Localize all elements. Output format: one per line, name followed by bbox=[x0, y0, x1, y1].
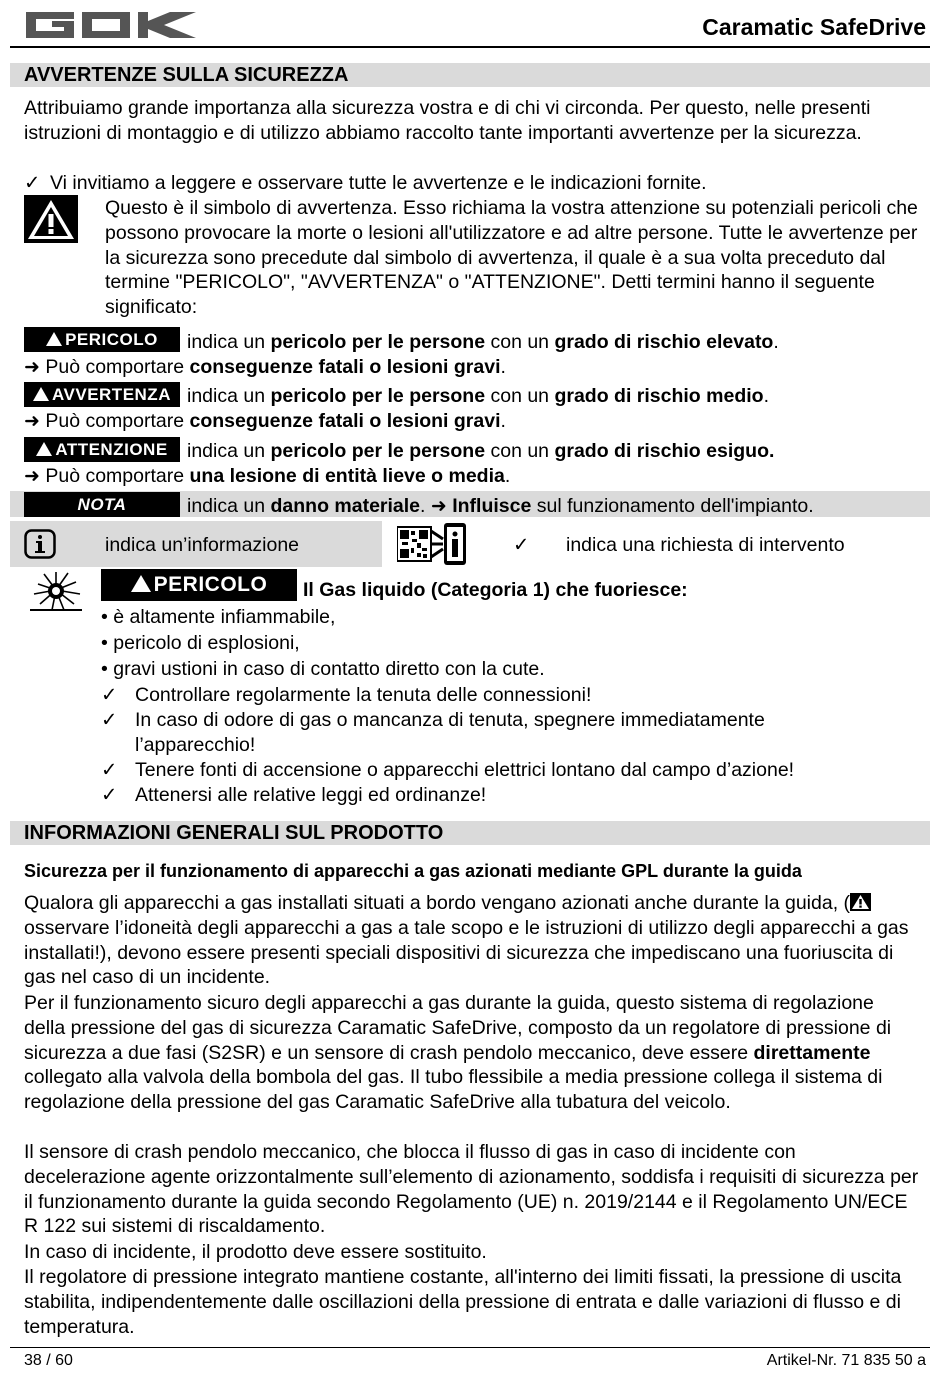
check-item: ✓ Tenere fonti di accensione o apparecchi elettrici lontano dal campo d’azione! bbox=[101, 759, 795, 781]
qr-info-icon bbox=[397, 521, 469, 567]
check-item: ✓ In caso di odore di gas o mancanza di tenuta, spegnere immediatamente l’apparecchio! bbox=[101, 709, 765, 756]
badge-pericolo: PERICOLO bbox=[24, 327, 180, 352]
info-icon bbox=[24, 529, 56, 559]
section-heading-product: INFORMAZIONI GENERALI SUL PRODOTTO bbox=[10, 821, 930, 845]
page-footer bbox=[10, 1347, 930, 1369]
page-number: 38 / 60 bbox=[24, 1352, 73, 1369]
legend-info-text: indica un’informazione bbox=[105, 534, 300, 556]
page-header bbox=[10, 6, 930, 48]
level-avvertenza-desc: indica un pericolo per le persone con un grado di rischio medio. bbox=[187, 385, 769, 407]
check-item: ✓ Attenersi alle relative leggi ed ordinanze! bbox=[101, 784, 487, 806]
warning-triangle-icon bbox=[850, 893, 871, 911]
product-paragraph-1: Qualora gli apparecchi a gas installati situati a bordo vengano azionati anche durante la guida, ( osservare l’idoneità degli apparecchi a gas a tale scopo e le istruzioni di utilizzo degli apparecchi a gas installati!), devono essere presenti speciali dispositivi di sicurezza che impediscano una fuoriuscita di gas nel caso di un incidente. bbox=[24, 892, 909, 989]
check-icon: ✓ bbox=[24, 172, 41, 194]
gas-warning-title: Il Gas liquido (Categoria 1) che fuoriesce: bbox=[303, 579, 688, 601]
arrow-right-icon: ➜ bbox=[430, 496, 447, 517]
product-paragraph-4: In caso di incidente, il prodotto deve essere sostituito. bbox=[24, 1241, 487, 1263]
nota-desc: indica un danno materiale. ➜ Influisce sul funzionamento dell'impianto. bbox=[187, 495, 814, 517]
list-item: • è altamente infiammabile, bbox=[101, 606, 336, 628]
gok-logo bbox=[24, 8, 200, 42]
arrow-right-icon: ➜ bbox=[24, 466, 40, 487]
check-icon: ✓ bbox=[101, 784, 118, 806]
warning-triangle-icon bbox=[24, 195, 78, 243]
level-pericolo-desc: indica un pericolo per le persone con un grado di rischio elevato. bbox=[187, 331, 779, 353]
check-icon: ✓ bbox=[101, 709, 118, 731]
badge-pericolo-gas: PERICOLO bbox=[101, 569, 297, 601]
check-icon: ✓ bbox=[101, 759, 118, 781]
arrow-right-icon: ➜ bbox=[24, 411, 40, 432]
arrow-right-icon: ➜ bbox=[24, 357, 40, 378]
level-avvertenza-consequence: ➜ Può comportare conseguenze fatali o lesioni gravi. bbox=[24, 410, 506, 432]
document-title: Caramatic SafeDrive bbox=[702, 14, 926, 40]
check-icon: ✓ bbox=[101, 684, 118, 706]
level-pericolo-consequence: ➜ Può comportare conseguenze fatali o lesioni gravi. bbox=[24, 356, 506, 378]
warning-symbol-description: Questo è il simbolo di avvertenza. Esso richiama la vostra attenzione su potenziali pericoli che possono provocare la morte o lesioni all'utilizzatore e ad altre persone. Tutte le avvertenze per la sicurezza sono precedute dal simbolo di avvertenza, il quale è a sua volta preceduto dal termine "PERICOLO", "AVVERTENZA" o "ATTENZIONE". Detti termini hanno il seguente significato: bbox=[105, 197, 918, 319]
check-item: ✓ Controllare regolarmente la tenuta delle connessioni! bbox=[101, 684, 592, 706]
product-paragraph-3: Il sensore di crash pendolo meccanico, che blocca il flusso di gas in caso di incidente con decelerazione agente orizzontalmente sull’elemento di azionamento, soddisfa i requisiti di sicurezza per il funzionamento durante la guida secondo Regolamento (UE) n. 2019/2144 e il Regolamento UN/ECE R 122 sui sistemi di riscaldamento. bbox=[24, 1141, 919, 1238]
check-icon: ✓ bbox=[513, 534, 530, 556]
article-number: Artikel-Nr. 71 835 50 a bbox=[766, 1352, 926, 1369]
level-attenzione-desc: indica un pericolo per le persone con un grado di rischio esiguo. bbox=[187, 440, 775, 462]
safety-intro: Attribuiamo grande importanza alla sicurezza vostra e di chi vi circonda. Per questo, nelle presenti istruzioni di montaggio e di utilizzo abbiamo raccolto tante importanti avvertenze per la sicurezza. bbox=[24, 97, 871, 144]
legend-action-text: indica una richiesta di intervento bbox=[566, 534, 845, 556]
product-subheading: Sicurezza per il funzionamento di apparecchi a gas azionati mediante GPL durante la guida bbox=[24, 861, 802, 881]
section-heading-safety: AVVERTENZE SULLA SICUREZZA bbox=[10, 63, 930, 87]
gas-explosion-icon bbox=[24, 570, 88, 614]
read-instructions: ✓ Vi invitiamo a leggere e osservare tutte le avvertenze e le indicazioni fornite. bbox=[24, 172, 707, 194]
badge-avvertenza: AVVERTENZA bbox=[24, 382, 180, 407]
product-paragraph-5: Il regolatore di pressione integrato mantiene costante, all'interno dei limiti fissati, la pressione di uscita stabilita, indipendentemente dalle oscillazioni della pressione di entrata e dalle variazioni di flusso e di temperatura. bbox=[24, 1266, 902, 1338]
product-paragraph-2: Per il funzionamento sicuro degli apparecchi a gas durante la guida, questo sistema di regolazione della pressione del gas di sicurezza Caramatic SafeDrive, composto da un regolatore di pressione di sicurezza a due fasi (S2SR) e un sensore di crash pendolo meccanico, deve essere direttamente collegato alla valvola della bombola del gas. Il tubo flessibile a media pressione collega il sistema di regolazione della pressione del gas Caramatic SafeDrive alla tubatura del veicolo. bbox=[24, 992, 892, 1114]
badge-nota: NOTA bbox=[24, 492, 180, 517]
list-item: • gravi ustioni in caso di contatto diretto con la cute. bbox=[101, 658, 545, 680]
badge-attenzione: ATTENZIONE bbox=[24, 437, 180, 462]
list-item: • pericolo di esplosioni, bbox=[101, 632, 300, 654]
level-attenzione-consequence: ➜ Può comportare una lesione di entità lieve o media. bbox=[24, 465, 511, 487]
